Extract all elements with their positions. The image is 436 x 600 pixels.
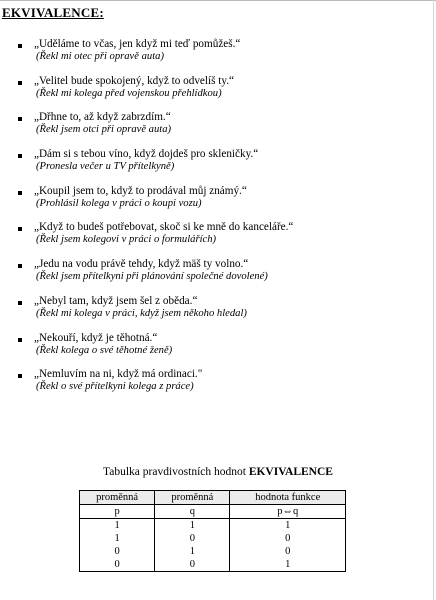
table-cell: 1 — [155, 545, 230, 558]
list-item — [14, 148, 414, 185]
bullet-icon — [18, 301, 22, 305]
table-cell: 1 — [230, 519, 346, 533]
item-source: (Řekl mi kolega v práci, když jsem někoho hledal) — [36, 307, 247, 319]
table-caption — [0, 466, 436, 478]
list-item — [14, 185, 414, 222]
item-source: (Řekl jsem otci při opravě auta) — [36, 124, 172, 136]
item-quote: „Uděláme to včas, jen když mi teď pomůžeš.“ — [34, 38, 241, 50]
header-cell: proměnná — [155, 491, 230, 505]
list-item — [14, 368, 414, 405]
item-source: (Pronesla večer u TV přítelkyně) — [36, 161, 175, 173]
item-quote: „Nemluvím na ni, když má ordinaci." — [34, 368, 203, 381]
table-caption-bold: EKVIVALENCE — [248, 466, 333, 478]
item-quote: „Velitel bude spokojený, když to odvelíš ty.“ — [34, 74, 234, 87]
item-source: (Prohlásil kolega v práci o koupi vozu) — [36, 197, 202, 209]
table-cell: 1 — [230, 558, 346, 572]
item-quote: „Koupil jsem to, když to prodával můj známý.“ — [34, 184, 247, 197]
bullet-icon — [18, 117, 22, 121]
item-source: (Řekl mi kolega před vojenskou přehlídkou) — [36, 87, 222, 99]
item-quote: „Nekouří, když je těhotná.“ — [34, 331, 158, 344]
item-quote: „Nebyl tam, když jsem šel z oběda.“ — [34, 294, 198, 307]
page-title: EKVIVALENCE: — [2, 5, 104, 20]
bullet-icon — [18, 338, 22, 342]
item-quote: „Když to budeš potřebovat, skoč si ke mně do kanceláře.“ — [34, 221, 294, 234]
table-cell: 1 — [155, 519, 230, 533]
table-cell: 0 — [80, 558, 155, 572]
table-cell: 1 — [80, 519, 155, 533]
table-row — [80, 545, 346, 558]
list-item — [14, 111, 414, 148]
list-item — [14, 75, 414, 112]
page-right-border — [433, 0, 434, 600]
table-row — [80, 519, 346, 533]
table-cell: 0 — [80, 545, 155, 558]
symbol-cell: q — [155, 505, 230, 519]
table-caption-text: Tabulka pravdivostních hodnot — [103, 466, 246, 478]
list-item — [14, 295, 414, 332]
symbol-cell: p — [80, 505, 155, 519]
item-source: (Řekl jsem kolegovi v práci o formulářích) — [36, 234, 217, 246]
bullet-icon — [18, 154, 22, 158]
bullet-icon — [18, 81, 22, 85]
table-cell: 0 — [155, 532, 230, 545]
table-header-row — [80, 491, 346, 505]
item-source: (Řekl kolega o své těhotné ženě) — [36, 344, 173, 356]
table-cell: 0 — [230, 545, 346, 558]
item-source: (Řekl jsem přítelkyni při plánování společné dovolené) — [36, 271, 268, 283]
bullet-icon — [18, 227, 22, 231]
page-top-border — [0, 0, 436, 3]
item-quote: „Dřhne to, až když zabrzdím.“ — [34, 111, 171, 124]
list-item — [14, 221, 414, 258]
bullet-icon — [18, 264, 22, 268]
list-item — [14, 258, 414, 295]
header-cell: hodnota funkce — [230, 491, 346, 505]
header-cell: proměnná — [80, 491, 155, 505]
table-cell: 0 — [155, 558, 230, 572]
bullet-icon — [18, 191, 22, 195]
table-row — [80, 532, 346, 545]
table-cell: 1 — [80, 532, 155, 545]
bullet-icon — [18, 44, 22, 48]
list-item — [14, 332, 414, 369]
bullet-icon — [18, 374, 22, 378]
item-quote: „Dám si s tebou víno, když dojdeš pro skleničky.“ — [34, 148, 259, 161]
item-source: (Řekl mi otec při opravě auta) — [36, 51, 164, 62]
example-list — [14, 38, 414, 405]
table-cell: 0 — [230, 532, 346, 545]
table-row — [80, 558, 346, 572]
item-quote: „Jedu na vodu právě tehdy, když mäš ty volno.“ — [34, 258, 249, 271]
list-item — [14, 38, 414, 75]
truth-table — [79, 490, 346, 572]
item-source: (Řekl o své přítelkyni kolega z práce) — [36, 381, 194, 393]
symbol-cell: p⇔q — [230, 505, 346, 519]
table-symbol-row — [80, 505, 346, 519]
